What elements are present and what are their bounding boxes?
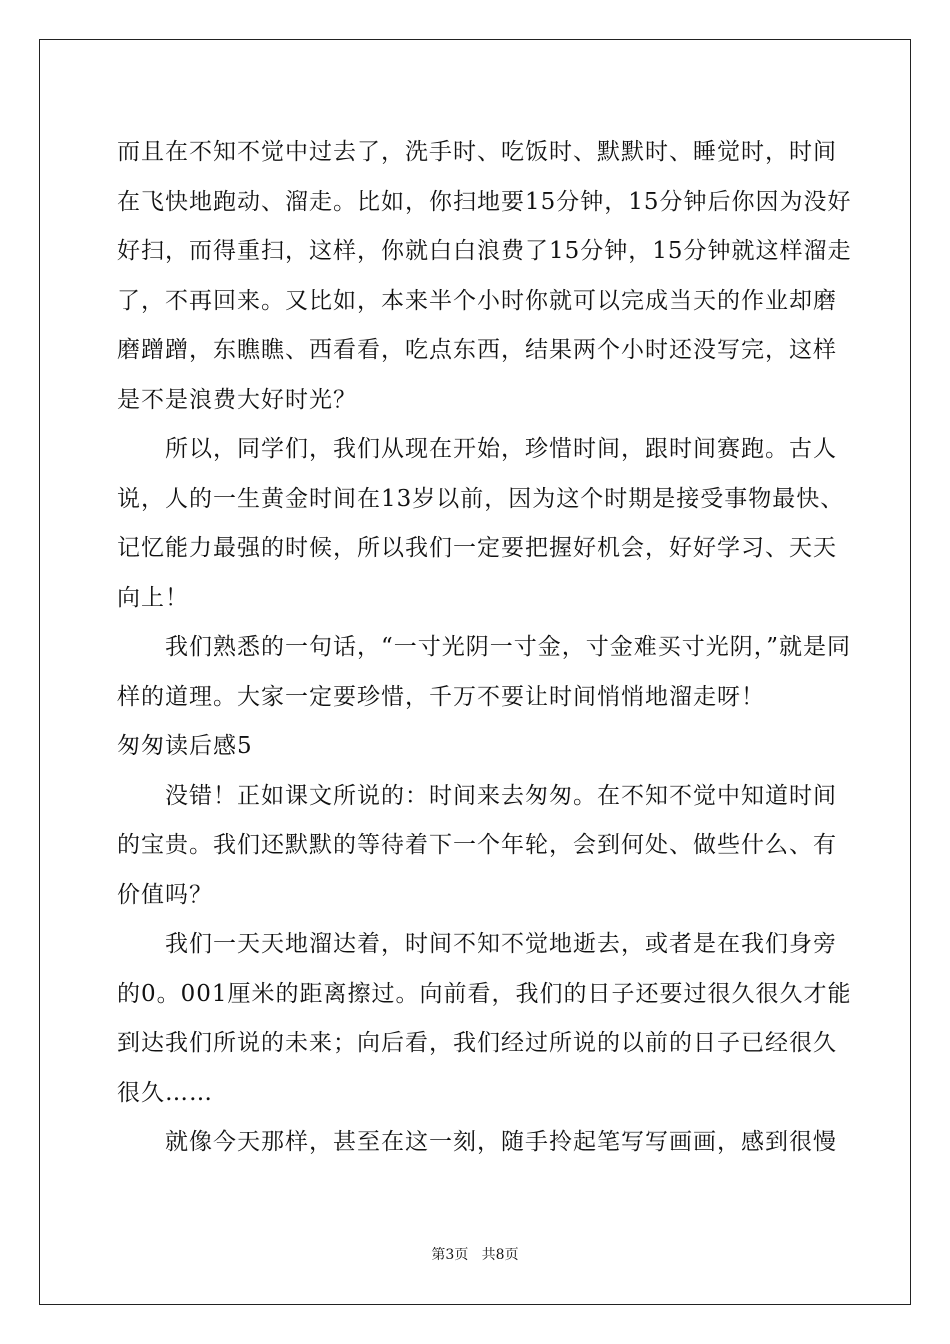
paragraph-4: 没错！正如课文所说的：时间来去匆匆。在不知不觉中知道时间的宝贵。我们还默默的等待着下一个年轮，会到何处、做些什么、有价值吗？ [117, 782, 837, 908]
paragraph-5: 我们一天天地溜达着，时间不知不觉地逝去，或者是在我们身旁的0。001厘米的距离擦过。向前看，我们的日子还要过很久很久才能到达我们所说的未来；向后看，我们经过所说的以前的日子已经很久很久…… [117, 931, 852, 1106]
paragraph-6: 就像今天那样，甚至在这一刻，随手拎起笔写写画画，感到很慢 [165, 1129, 837, 1155]
paragraph-1: 而且在不知不觉中过去了，洗手时、吃饭时、默默时、睡觉时，时间在飞快地跑动、溜走。比如，你扫地要15分钟，15分钟后你因为没好好扫，而得重扫，这样，你就白白浪费了15分钟，15分钟就这样溜走了，不再回来。又比如，本来半个小时你就可以完成当天的作业却磨磨蹭蹭，东瞧瞧、西看看，吃点东西，结果两个小时还没写完，这样是不是浪费大好时光？ [117, 139, 852, 413]
document-body [117, 128, 857, 1168]
page-number-footer: 第3页 共8页 [431, 1247, 519, 1263]
paragraph-2: 所以，同学们，我们从现在开始，珍惜时间，跟时间赛跑。古人说，人的一生黄金时间在13岁以前，因为这个时期是接受事物最快、记忆能力最强的时候，所以我们一定要把握好机会，好好学习、天天向上！ [117, 436, 845, 611]
section-heading: 匆匆读后感5 [117, 733, 253, 759]
paragraph-3: 我们熟悉的一句话，“一寸光阴一寸金，寸金难买寸光阴，”就是同样的道理。大家一定要珍惜，千万不要让时间悄悄地溜走呀！ [117, 634, 852, 710]
